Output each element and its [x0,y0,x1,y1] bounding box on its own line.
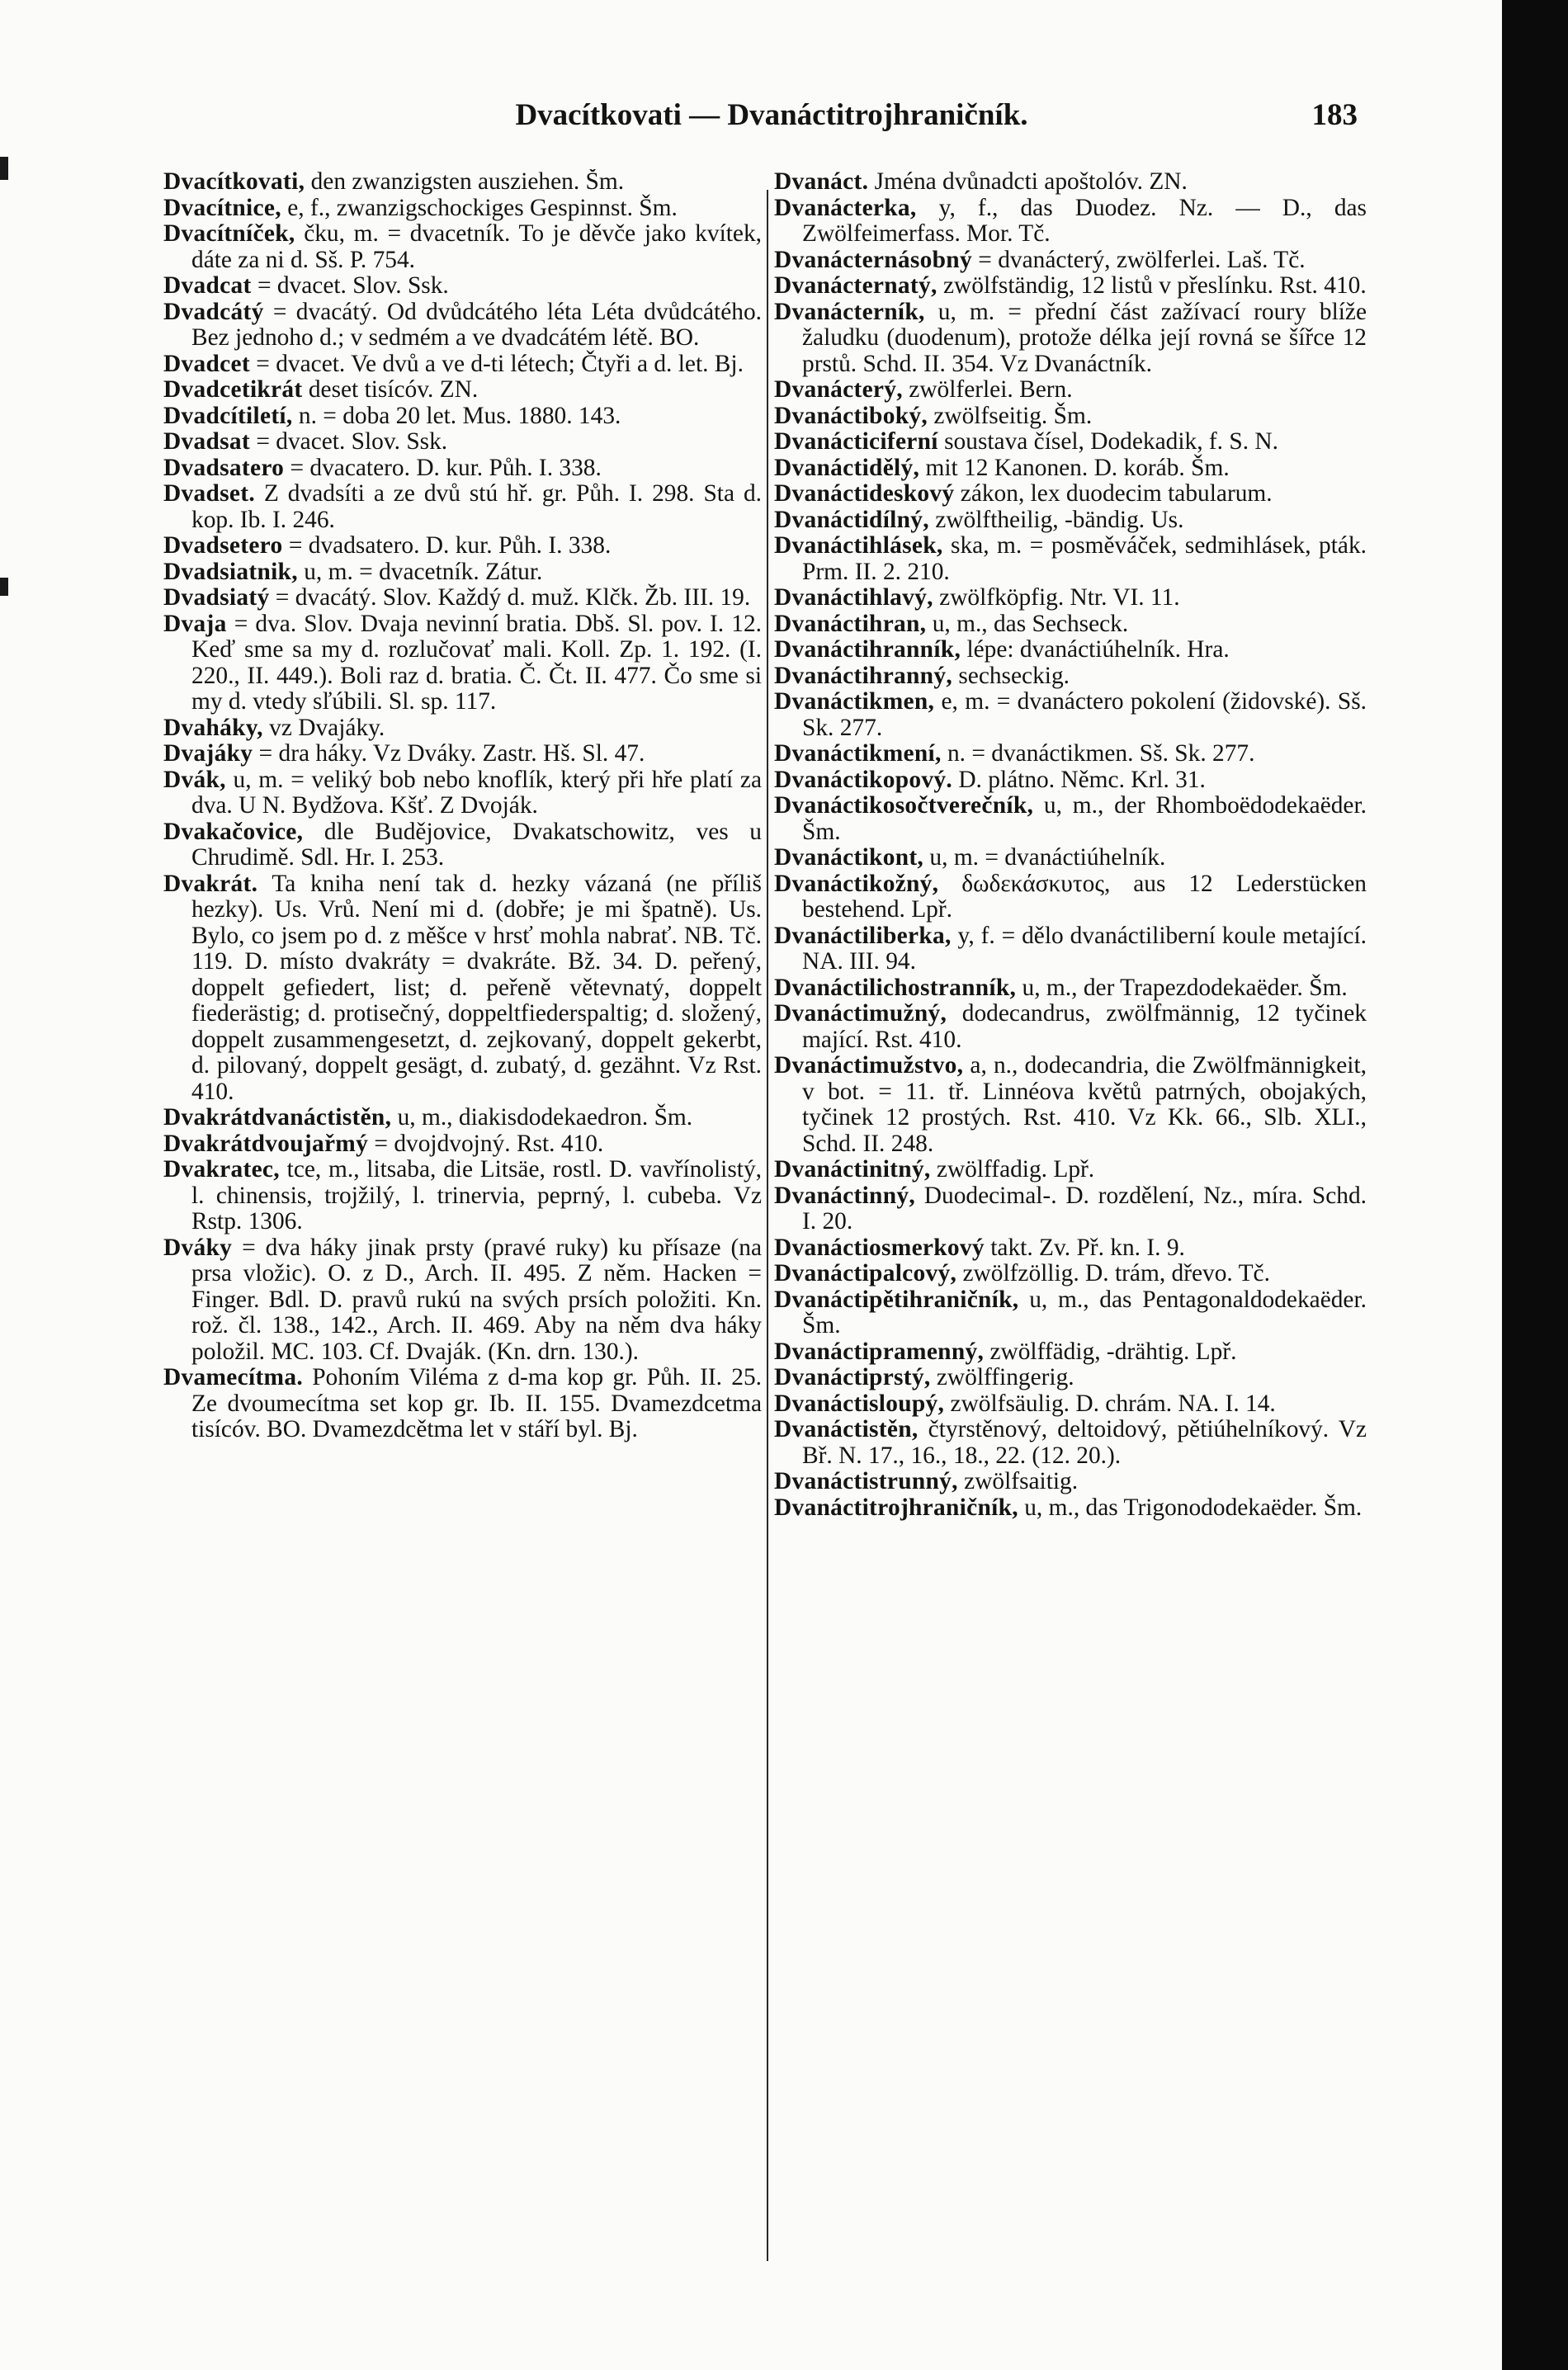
entry-headword: Dvadsatero [163,454,285,481]
entry-definition: dodecandrus, zwölfmännig, 12 tyčinek mající. Rst. 410. [802,1000,1367,1053]
entry-headword: Dvakrátdvoujařmý [163,1130,369,1157]
dictionary-entry [774,585,1367,611]
entry-headword: Dvamecítma. [163,1364,303,1390]
dictionary-entry [774,456,1367,482]
entry-definition: = dvacet. Slov. Ssk. [249,428,448,455]
dictionary-entry [774,663,1367,690]
entry-headword: Dvanáctihlásek, [774,532,943,559]
entry-definition: zwölfzöllig. D. trám, dřevo. Tč. [956,1260,1270,1287]
dictionary-entry [163,169,762,196]
dictionary-entry [774,1235,1367,1262]
entry-headword: Dvakratec, [163,1156,280,1183]
entry-headword: Dvadcet [163,350,250,377]
entry-definition: u, m., das Sechseck. [926,610,1129,637]
entry-definition: u, m. = dvacetník. Zátur. [297,558,543,585]
dictionary-entry [774,273,1367,300]
dictionary-entry [163,1157,762,1235]
entry-definition: deset tisícóv. ZN. [302,376,479,403]
entry-headword: Dvanáctisloupý, [774,1390,945,1417]
entry-definition: a, n., dodecandria, die Zwölfmännigkeit, v bot. = 11. tř. Linnéova květů patrných, obojakých, tyčinek 12 prostých. Rst. 410. Vz Kk. 66., Slb. XLI., Schd. II. 248. [802,1052,1367,1157]
dictionary-entry [774,169,1367,196]
page-number: 183 [1311,98,1358,132]
left-column [163,169,762,2282]
entry-headword: Dvanáctidělý, [774,454,920,481]
entry-headword: Dvadset. [163,480,255,507]
entry-headword: Dvakrát. [163,870,258,897]
dictionary-entry [163,300,762,352]
scan-edge-mark [0,157,8,180]
dictionary-entry [163,533,762,559]
dictionary-entry [163,456,762,482]
entry-definition: zwölferlei. Bern. [902,376,1073,403]
dictionary-entry [774,611,1367,638]
entry-definition: y, f., das Duodez. Nz. — D., das Zwölfeimerfass. Mor. Tč. [802,194,1367,247]
entry-definition: = dvacet. Ve dvů a ve d-ti létech; Čtyři a d. let. Bj. [249,350,744,377]
dictionary-entry [163,429,762,456]
entry-headword: Dvanáctikopový. [774,766,952,793]
entry-definition: δωδεκάσκυτος, aus 12 Lederstücken bestehend. Lpř. [802,870,1367,923]
entry-headword: Dvadsiatnik, [163,558,298,585]
entry-definition: u, m. = přední část zažívací roury blíže žaludku (duodenum), protože délka její rovná se šířce 12 prstů. Schd. II. 354. Vz Dvanáctník. [802,298,1367,377]
entry-definition: u, m., der Rhomboëdodekaëder. Šm. [802,792,1367,845]
dictionary-entry [163,221,762,273]
entry-headword: Dvadsiatý [163,584,270,611]
entry-definition: čtyrstěnový, deltoidový, pětiúhelníkový. Vz Bř. N. 17., 16., 18., 22. (12. 20.). [802,1416,1367,1469]
entry-headword: Dvanáctitrojhraničník, [774,1494,1018,1521]
entry-headword: Dvák, [163,766,226,793]
dictionary-entry [774,300,1367,378]
entry-definition: u, m., das Pentagonaldodekaëder. Šm. [802,1286,1367,1338]
entry-definition: čku, m. = dvacetník. To je děvče jako kvítek, dáte za ni d. Sš. P. 754. [191,220,762,273]
dictionary-entry [774,1391,1367,1418]
entry-definition: = dvanácterý, zwölferlei. Laš. Tč. [971,246,1306,273]
entry-headword: Dvanácticiferní [774,428,938,455]
entry-definition: y, f. = dělo dvanáctiliberní koule metající. NA. III. 94. [802,922,1367,975]
entry-definition: zwölftheilig, -bändig. Us. [928,506,1184,533]
entry-definition: = dra háky. Vz Dváky. Zastr. Hš. Sl. 47. [253,740,645,767]
entry-headword: Dvanáctihlavý, [774,584,933,611]
dictionary-entry [163,715,762,742]
dictionary-entry [163,741,762,767]
dictionary-entry [163,481,762,533]
entry-definition: = dva háky jinak prsty (pravé ruky) ku přísaze (na prsa vložic). O. z D., Arch. II. 495. Z něm. Hacken = Finger. Bdl. D. pravů rukú na svých prsích položiti. Kn. rož. čl. 138., 142., Arch. II. 469. Aby na něm dva háky položil. MC. 103. Cf. Dvaják. (Kn. drn. 130.). [191,1234,762,1365]
dictionary-entry [163,404,762,430]
entry-definition: Ta kniha není tak d. hezky vázaná (ne příliš hezky). Us. Vrů. Není mi d. (dobře; je mi špatně). Us. Bylo, co jsem po d. z měšce v hrsť mohla nabrať. NB. Tč. 119. D. místo dvakráty = dvakráte. Bž. 34. D. peřený, doppelt gefiedert, list; d. peřeně větevnatý, doppelt fiederästig; d. protisečný, doppeltfiederspaltig; d. složený, doppelt zusammengesetzt, d. zejkovaný, doppelt gekerbt, d. pilovaný, doppelt gesägt, d. zubatý, d. gezähnt. Vz Rst. 410. [191,870,762,1105]
entry-headword: Dvadcátý [163,298,264,325]
dictionary-entry [774,1339,1367,1366]
entry-headword: Dvadcítiletí, [163,402,293,429]
dictionary-entry [774,533,1367,585]
dictionary-entry [774,1469,1367,1495]
entry-definition: n. = dvanáctikmen. Sš. Sk. 277. [941,740,1255,767]
dictionary-entry [774,741,1367,767]
dictionary-entry [774,248,1367,274]
entry-definition: sechseckig. [952,662,1070,689]
dictionary-entry [774,871,1367,923]
entry-headword: Dvaháky, [163,714,263,741]
entry-headword: Dvanáctidílný, [774,506,929,533]
entry-definition: dle Budějovice, Dvakatschowitz, ves u Chrudimě. Sdl. Hr. I. 253. [191,818,762,871]
dictionary-entry [163,559,762,586]
entry-definition: = dvacátý. Od dvůdcátého léta Léta dvůdcátého. Bez jednoho d.; v sedmém a ve dvadcátém létě. BO. [191,298,762,351]
entry-definition: lépe: dvanáctiúhelník. Hra. [961,636,1230,663]
entry-headword: Dvanácternatý, [774,272,937,299]
dictionary-entry [774,923,1367,975]
entry-definition: n. = doba 20 let. Mus. 1880. 143. [292,402,621,429]
dictionary-entry [163,767,762,819]
dictionary-entry [774,196,1367,248]
entry-headword: Dvanáctiosmerkový [774,1234,985,1261]
entry-definition: zákon, lex duodecim tabularum. [954,480,1273,507]
entry-definition: u, m. = veliký bob nebo knoflík, který při hře platí za dva. U N. Bydžova. Kšť. Z Dvoják. [191,766,762,819]
entry-definition: = dva. Slov. Dvaja nevinní bratia. Dbš. Sl. pov. I. 12. Keď sme sa my d. rozlučovať mali. Koll. Zp. 1. 192. (I. 220., II. 449.). Boli raz d. bratia. Č. Čt. II. 477. Čo sme si my d. vtedy sľúbili. Sl. sp. 117. [191,610,762,715]
dictionary-entry [163,352,762,378]
dictionary-entry [163,1131,762,1158]
entry-headword: Dvanáctideskový [774,480,955,507]
entry-headword: Dvanáctipětihraničník, [774,1286,1019,1313]
running-head: Dvacítkovati — Dvanáctitrojhraničník. [515,98,1028,132]
dictionary-entry [774,404,1367,430]
entry-headword: Dvanáctilichostranník, [774,974,1017,1001]
entry-definition: den zwanzigsten ausziehen. Šm. [305,169,625,195]
entry-headword: Dvacítníček, [163,220,295,247]
entry-headword: Dvanáctihranný, [774,662,952,689]
dictionary-entry [774,845,1367,871]
dictionary-entry [774,1001,1367,1053]
entry-headword: Dvanáctipalcový, [774,1260,957,1287]
dictionary-entry [774,429,1367,456]
entry-headword: Dvakrátdvanáctistěn, [163,1104,392,1131]
entry-headword: Dvanáctikmení, [774,740,942,767]
entry-definition: zwölfseitig. Šm. [927,402,1093,429]
entry-definition: zwölfsäulig. D. chrám. NA. I. 14. [944,1390,1276,1417]
entry-headword: Dvanáctihranník, [774,636,961,663]
entry-definition: zwölffadig. Lpř. [930,1156,1095,1183]
entry-definition: = dvadsatero. D. kur. Půh. I. 338. [282,532,612,559]
entry-headword: Dvanáctistrunný, [774,1468,958,1494]
dictionary-entry [163,585,762,611]
entry-headword: Dvanácterník, [774,298,925,325]
entry-headword: Dvanáctihran, [774,610,927,637]
right-column [774,169,1367,2282]
scan-edge-mark [0,578,8,596]
dictionary-entry [774,689,1367,741]
dictionary-entry [774,975,1367,1002]
entry-headword: Dvacítkovati, [163,169,305,195]
dictionary-entry [774,637,1367,663]
entry-headword: Dvanáctiliberka, [774,922,952,949]
column-divider [767,190,768,2261]
entry-definition: = dvacet. Slov. Ssk. [251,272,449,299]
entry-definition: mit 12 Kanonen. D. koráb. Šm. [919,454,1230,481]
dictionary-entry [774,377,1367,404]
entry-definition: Pohoním Viléma z d-ma kop gr. Půh. II. 25. Ze dvoumecítma set kop gr. Ib. II. 155. Dvamezdcetma tisícóv. BO. Dvamezdcětma let v stáří byl. Bj. [191,1364,762,1442]
entry-definition: u, m., diakisdodekaedron. Šm. [391,1104,693,1131]
dictionary-entry [774,793,1367,845]
entry-headword: Dvakačovice, [163,818,304,845]
dictionary-entry [163,273,762,300]
entry-definition: zwölffädig, -drähtig. Lpř. [984,1338,1237,1365]
entry-headword: Dvadcat [163,272,252,299]
entry-definition: u, m., der Trapezdodekaëder. Šm. [1016,974,1348,1001]
entry-headword: Dvanáctipramenný, [774,1338,985,1365]
entry-headword: Dvadsat [163,428,250,455]
entry-headword: Dvacítnice, [163,194,281,221]
entry-definition: soustava čísel, Dodekadik, f. S. N. [937,428,1278,455]
page-header [186,97,1358,142]
dictionary-entry [163,871,762,1106]
dictionary-entry [163,611,762,715]
entry-definition: Duodecimal-. D. rozdělení, Nz., míra. Schd. I. 20. [802,1182,1367,1235]
entry-definition: = dvojdvojný. Rst. 410. [368,1130,604,1157]
dictionary-entry [163,1365,762,1443]
entry-headword: Dvanáctinný, [774,1182,915,1209]
dictionary-entry [774,1183,1367,1235]
entry-definition: u, m., das Trigonododekaëder. Šm. [1018,1494,1363,1521]
dictionary-entry [163,196,762,222]
entry-headword: Dvadcetikrát [163,376,303,403]
dictionary-entry [163,377,762,404]
entry-headword: Dvanáctistěn, [774,1416,919,1442]
entry-definition: zwölfsaitig. [957,1468,1079,1494]
entry-definition: takt. Zv. Př. kn. I. 9. [984,1234,1185,1261]
entry-headword: Dvanáctimužstvo, [774,1052,964,1079]
dictionary-entry [774,508,1367,534]
dictionary-entry [163,1105,762,1131]
dictionary-entry [774,1365,1367,1391]
entry-definition: = dvacátý. Slov. Každý d. muž. Klčk. Žb. III. 19. [269,584,751,611]
entry-headword: Dvajáky [163,740,253,767]
entry-definition: Jména dvůnadcti apoštolóv. ZN. [868,169,1188,195]
entry-definition: vz Dvajáky. [262,714,385,741]
entry-definition: tce, m., litsaba, die Litsäe, rostl. D. vavřínolistý, l. chinensis, trojžilý, l. trinervia, peprný, l. cubeba. Vz Rstp. 1306. [191,1156,762,1235]
dictionary-entry [774,1261,1367,1287]
dictionary-entry [774,481,1367,508]
entry-definition: e, m. = dvanáctero pokolení (židovské). Sš. Sk. 277. [802,688,1367,741]
entry-definition: zwölfköpfig. Ntr. VI. 11. [933,584,1180,611]
entry-definition: zwölffingerig. [930,1364,1074,1390]
dictionary-entry [774,1417,1367,1469]
entry-definition: Z dvadsíti a ze dvů stú hř. gr. Půh. I. 298. Sta d. kop. Ib. I. 246. [191,480,762,533]
scan-margin [1502,0,1568,2370]
dictionary-entry [774,1053,1367,1157]
entry-headword: Dvanáctikosočtverečník, [774,792,1034,819]
dictionary-entry [163,819,762,871]
entry-definition: = dvacatero. D. kur. Půh. I. 338. [284,454,602,481]
entry-headword: Dvanáctikont, [774,844,924,871]
dictionary-entry [774,1495,1367,1522]
entry-headword: Dvanácterý, [774,376,903,403]
entry-headword: Dvanácterka, [774,194,917,221]
entry-headword: Dvanácternásobný [774,246,972,273]
entry-definition: u, m. = dvanáctiúhelník. [923,844,1166,871]
entry-definition: ska, m. = posměváček, sedmihlásek, pták. Prm. II. 2. 210. [802,532,1367,585]
entry-headword: Dvanáct. [774,169,869,195]
entry-headword: Dvaja [163,610,227,637]
entry-headword: Dvanáctikožný, [774,870,939,897]
entry-definition: zwölfständig, 12 listů v přeslínku. Rst. 410. [937,272,1367,299]
entry-headword: Dvanáctimužný, [774,1000,947,1027]
entry-headword: Dvanáctiboký, [774,402,928,429]
entry-headword: Dvanáctikmen, [774,688,935,715]
dictionary-entry [774,1287,1367,1339]
dictionary-entry [774,1157,1367,1183]
entry-definition: e, f., zwanzigschockiges Gespinnst. Šm. [281,194,678,221]
dictionary-entry [163,1235,762,1366]
entry-definition: D. plátno. Němc. Krl. 31. [952,766,1206,793]
entry-headword: Dvanáctiprstý, [774,1364,931,1390]
dictionary-entry [774,767,1367,794]
entry-headword: Dvanáctinitný, [774,1156,931,1183]
entry-headword: Dváky [163,1234,233,1261]
entry-headword: Dvadsetero [163,532,283,559]
